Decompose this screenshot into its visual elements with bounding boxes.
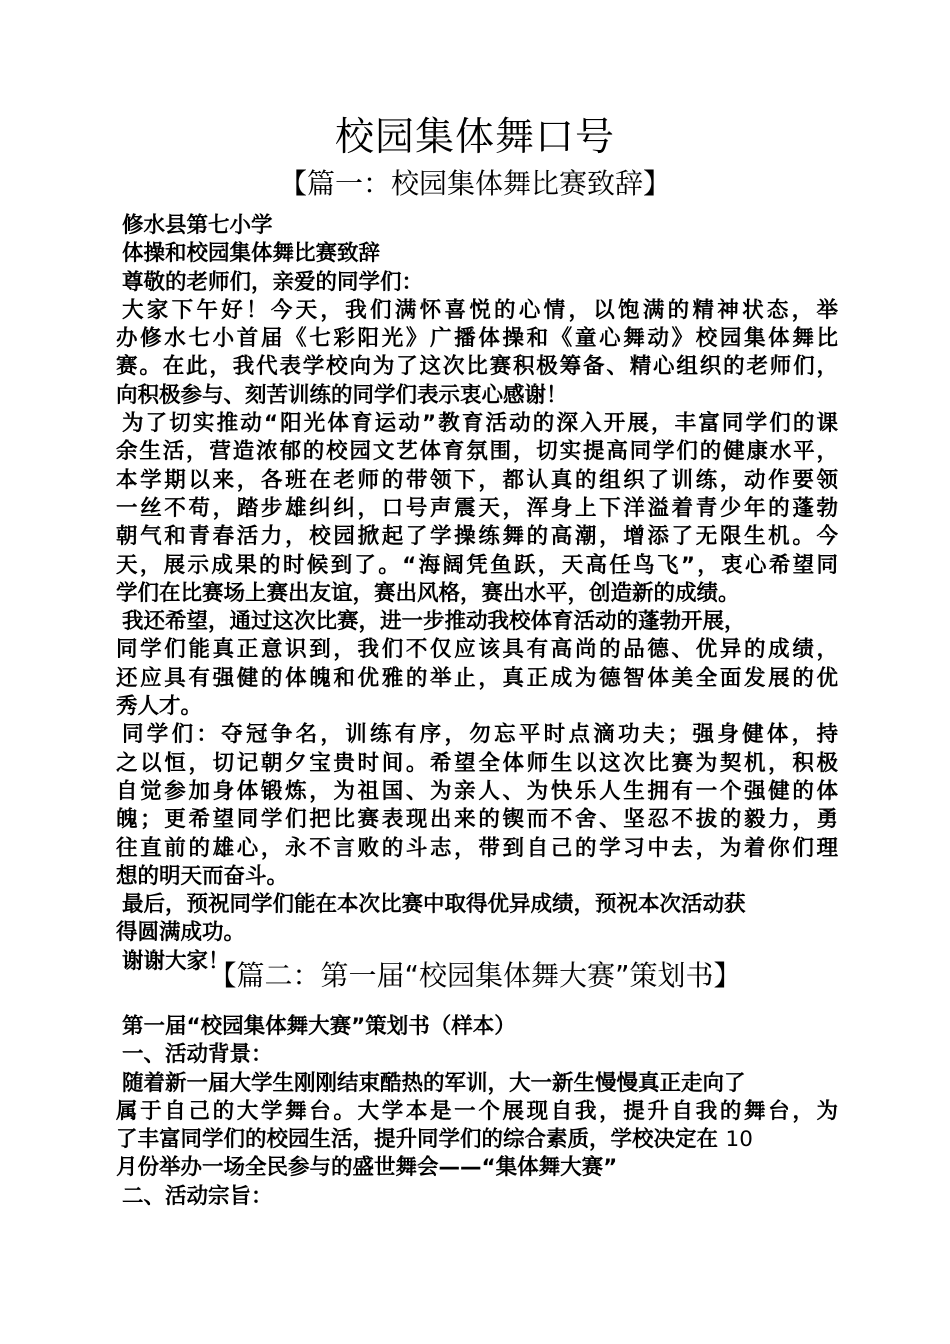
speech-title-line: 体操和校园集体舞比赛致辞 [122,241,381,267]
section-two-body [116,1013,838,1211]
plan-title-line: 第一届“校园集体舞大赛”策划书（样本） [122,1014,516,1039]
salutation-line: 尊敬的老师们，亲爱的同学们： [122,269,424,295]
school-name-line: 修水县第七小学 [122,213,273,238]
paragraph-purpose: 为了切实推动“阳光体育运动”教育活动的深入开展，丰富同学们的课 余生活，营造浓郁的校园文艺体育氛围，切实提高同学们的健康水平， 本学期以来，各班在老师的带领下，都认真的组织了训练，动作要领 一丝不苟，踏步雄纠纠，口号声震天，浑身上下洋溢着青少年的蓬勃 朝气和青春活力，校园掀起了学操练舞的高潮，增添了无限生机。今 天，展示成果的时候到了。“海阔凭鱼跃，天高任鸟飞”，衷心希望同 学们在比赛场上赛出友谊，赛出风格，赛出水平，创造新的成绩。 [116,411,838,606]
month-number: 10 [725,1127,753,1153]
paragraph-encouragement: 同学们：夺冠争名，训练有序，勿忘平时点滴功夫；强身健体，持 之以恒，切记朝夕宝贵时间。希望全体师生以这次比赛为契机，积极 自觉参加身体锻炼，为祖国、为亲人、为快乐人生拥有一个强健的体 魄；更希望同学们把比赛表现出来的锲而不舍、坚忍不拔的毅力，勇 往直前的雄心，永不言败的斗志，带到自己的学习中去，为着你们理 想的明天而奋斗。 [116,722,838,889]
background-heading: 一、活动背景： [122,1042,273,1068]
section-one-heading: 【篇一：校园集体舞比赛致辞】 [278,167,671,200]
section-two-heading: 【篇二：第一届“校园集体舞大赛”策划书】 [208,959,742,992]
paragraph-background: 随着新一届大学生刚刚结束酷热的军训，大一新生慢慢真正走向了 属于自己的大学舞台。大学本是一个展现自我，提升自我的舞台，为 了丰富同学们的校园生活，提升同学们的综合素质，学校决定在 10 月份举办一场全民参与的盛世舞会——“集体舞大赛” [116,1070,838,1181]
paragraph-closing-wish: 最后，预祝同学们能在本次比赛中取得优异成绩，预祝本次活动获 得圆满成功。 [116,892,746,946]
document-title: 校园集体舞口号 [334,115,615,160]
section-one-body [116,212,838,976]
purpose-heading: 二、活动宗旨： [122,1183,273,1209]
paragraph-hope: 我还希望，通过这次比赛，进一步推动我校体育活动的蓬勃开展， 同学们能真正意识到，我们不仅应该具有高尚的品德、优异的成绩， 还应具有强健的体魄和优雅的举止，真正成为德智体美全面发展的优 秀人才。 [116,609,838,720]
thanks-line: 谢谢大家！ [122,948,230,974]
paragraph-greeting: 大家下午好！今天，我们满怀喜悦的心情，以饱满的精神状态，举 办修水七小首届《七彩阳光》广播体操和《童心舞动》校园集体舞比 赛。在此，我代表学校向为了这次比赛积极筹备、精心组织的老师们， 向积极参与、刻苦训练的同学们表示衷心感谢！ [116,297,838,408]
